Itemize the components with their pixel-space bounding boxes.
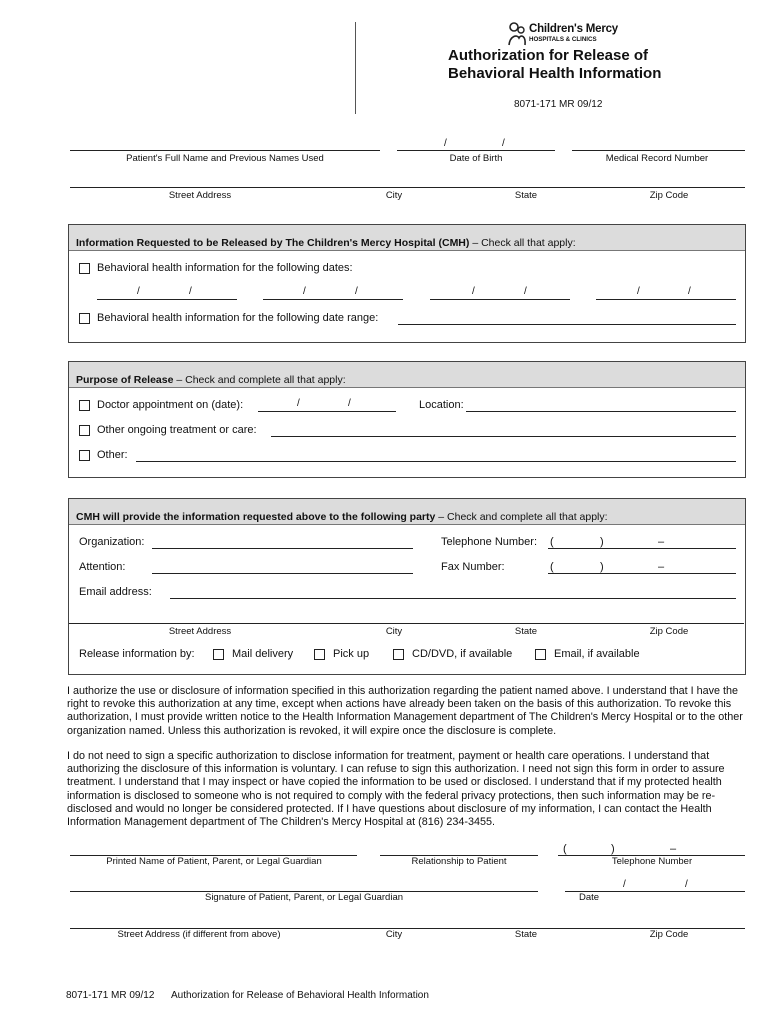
info-heading-bold: Information Requested to be Released by The Children's Mercy Hospital (CMH) xyxy=(76,237,470,249)
ongoing-treatment-field[interactable] xyxy=(271,436,736,437)
date-field-3[interactable] xyxy=(430,299,570,300)
appointment-slash-b: / xyxy=(348,398,351,409)
form-title-line2: Behavioral Health Information xyxy=(448,65,662,82)
email-release-checkbox[interactable] xyxy=(535,649,546,660)
doctor-appointment-label: Doctor appointment on (date): xyxy=(97,399,244,411)
mail-delivery-label: Mail delivery xyxy=(232,648,294,660)
appointment-slash-a: / xyxy=(297,398,300,409)
date-field-1-slash-a: / xyxy=(137,286,140,297)
other-purpose-label: Other: xyxy=(97,449,128,461)
signature-caption: Signature of Patient, Parent, or Legal Guardian xyxy=(204,892,404,903)
email-address-field[interactable] xyxy=(170,598,736,599)
recipient-telephone-field[interactable] xyxy=(548,548,736,549)
fax-field[interactable] xyxy=(548,573,736,574)
recipient-address-line[interactable] xyxy=(69,623,744,624)
info-requested-section xyxy=(68,224,746,343)
pickup-label: Pick up xyxy=(333,648,370,660)
signer-telephone-caption: Telephone Number xyxy=(611,856,693,867)
date-field-4-slash-a: / xyxy=(637,286,640,297)
signature-date-slash-b: / xyxy=(685,879,688,890)
other-purpose-field[interactable] xyxy=(136,461,736,462)
signer-phone-paren-open: ( xyxy=(563,843,567,855)
patient-name-line[interactable] xyxy=(70,150,380,151)
signature-date-slash-a: / xyxy=(623,879,626,890)
ongoing-treatment-label: Other ongoing treatment or care: xyxy=(97,424,257,436)
signer-state-caption: State xyxy=(514,929,538,940)
dob-slash-2: / xyxy=(502,138,505,149)
dates-label: Behavioral health information for the following dates: xyxy=(97,262,353,274)
zip-caption: Zip Code xyxy=(649,190,689,201)
telephone-paren-open: ( xyxy=(550,536,554,548)
signer-phone-paren-close: ) xyxy=(611,843,615,855)
date-range-label: Behavioral health information for the following date range: xyxy=(97,312,379,324)
date-field-4[interactable] xyxy=(596,299,736,300)
patient-address-line[interactable] xyxy=(70,187,745,188)
recipient-state-caption: State xyxy=(514,626,538,637)
signature-date-caption: Date xyxy=(578,892,600,903)
date-field-3-slash-a: / xyxy=(472,286,475,297)
patient-name-caption: Patient's Full Name and Previous Names Used xyxy=(126,153,324,164)
footer-form-title: Authorization for Release of Behavioral Health Information xyxy=(171,990,429,1001)
mrn-line[interactable] xyxy=(572,150,745,151)
attention-label: Attention: xyxy=(79,561,126,573)
logo-subtitle: HOSPITALS & CLINICS xyxy=(529,36,597,43)
fax-dash: – xyxy=(658,561,665,573)
recipient-city-caption: City xyxy=(385,626,403,637)
email-release-label: Email, if available xyxy=(554,648,640,660)
mail-delivery-checkbox[interactable] xyxy=(213,649,224,660)
city-caption: City xyxy=(385,190,403,201)
date-field-1[interactable] xyxy=(97,299,237,300)
recipient-heading-rest: – Check and complete all that apply: xyxy=(435,511,608,523)
cd-dvd-checkbox[interactable] xyxy=(393,649,404,660)
date-field-3-slash-b: / xyxy=(524,286,527,297)
recipient-heading xyxy=(69,499,745,525)
logo xyxy=(507,22,617,46)
mrn-caption: Medical Record Number xyxy=(605,153,709,164)
signer-city-caption: City xyxy=(385,929,403,940)
state-caption: State xyxy=(514,190,538,201)
recipient-street-caption: Street Address xyxy=(168,626,232,637)
street-caption: Street Address xyxy=(168,190,232,201)
recipient-zip-caption: Zip Code xyxy=(649,626,689,637)
doctor-appointment-date-field[interactable] xyxy=(258,411,396,412)
location-label: Location: xyxy=(419,399,464,411)
printed-name-caption: Printed Name of Patient, Parent, or Legal Guardian xyxy=(106,856,322,867)
telephone-paren-close: ) xyxy=(600,536,604,548)
release-by-label: Release information by: xyxy=(79,648,195,660)
ongoing-treatment-checkbox[interactable] xyxy=(79,425,90,436)
dates-checkbox[interactable] xyxy=(79,263,90,274)
signer-zip-caption: Zip Code xyxy=(649,929,689,940)
date-field-1-slash-b: / xyxy=(189,286,192,297)
date-field-4-slash-b: / xyxy=(688,286,691,297)
fax-label: Fax Number: xyxy=(441,561,505,573)
relationship-caption: Relationship to Patient xyxy=(411,856,507,867)
email-address-label: Email address: xyxy=(79,586,152,598)
consent-paragraph-2: I do not need to sign a specific authorization to disclose information for treatment, payment or health care operations. I understand that authorizing the disclosure of this information is voluntary. I can refuse to sign this authorization. I need not sign this form in order to assure treatment. I understand that I may inspect or have copied the information to be used or disclosed. I understand that if my protected health information is disclosed to someone who is not required to comply with the federal privacy protections, then such information may be re-disclosed and would no longer be considered protected. If I have questions about disclosure of my information, I can contact the Health Information Management department of The Children's Mercy Hospital at (816) 234-3455. xyxy=(67,750,725,829)
pickup-checkbox[interactable] xyxy=(314,649,325,660)
fax-paren-open: ( xyxy=(550,561,554,573)
info-heading-rest: – Check all that apply: xyxy=(469,237,576,249)
date-field-2[interactable] xyxy=(263,299,403,300)
purpose-heading-rest: – Check and complete all that apply: xyxy=(173,374,346,386)
purpose-heading-bold: Purpose of Release xyxy=(76,374,174,386)
footer-form-code: 8071-171 MR 09/12 xyxy=(66,990,155,1001)
telephone-dash: – xyxy=(658,536,665,548)
organization-field[interactable] xyxy=(152,548,413,549)
date-range-checkbox[interactable] xyxy=(79,313,90,324)
consent-paragraph-1: I authorize the use or disclosure of information specified in this authorization regarding the patient named above. I understand that I have the right to revoke this authorization at any time, except when actions have already been taken on the basis of this authorization. To revoke this authorization, I must provide written notice to the Health Information Management department of The Children's Mercy Hospital or to the other organization named. Unless this authorization is revoked, it will expire once the disclosure is complete. xyxy=(67,685,743,737)
dob-line[interactable] xyxy=(397,150,555,151)
recipient-heading-bold: CMH will provide the information requested above to the following party xyxy=(76,511,436,523)
dob-caption: Date of Birth xyxy=(449,153,503,164)
logo-figure-icon xyxy=(507,22,527,46)
logo-name: Children's Mercy xyxy=(529,23,619,35)
date-range-field[interactable] xyxy=(398,324,736,325)
purpose-heading xyxy=(69,362,745,388)
organization-label: Organization: xyxy=(79,536,145,548)
other-purpose-checkbox[interactable] xyxy=(79,450,90,461)
cd-dvd-label: CD/DVD, if available xyxy=(412,648,513,660)
date-field-2-slash-b: / xyxy=(355,286,358,297)
fax-paren-close: ) xyxy=(600,561,604,573)
location-field[interactable] xyxy=(466,411,736,412)
signer-street-caption: Street Address (if different from above) xyxy=(117,929,281,940)
date-field-2-slash-a: / xyxy=(303,286,306,297)
header-divider xyxy=(355,22,356,114)
dob-slash-1: / xyxy=(444,138,447,149)
info-requested-heading xyxy=(69,225,745,251)
doctor-appointment-checkbox[interactable] xyxy=(79,400,90,411)
form-title-line1: Authorization for Release of xyxy=(448,47,649,64)
telephone-label: Telephone Number: xyxy=(441,536,538,548)
signer-phone-dash: – xyxy=(670,843,677,855)
form-code: 8071-171 MR 09/12 xyxy=(514,99,603,110)
attention-field[interactable] xyxy=(152,573,413,574)
